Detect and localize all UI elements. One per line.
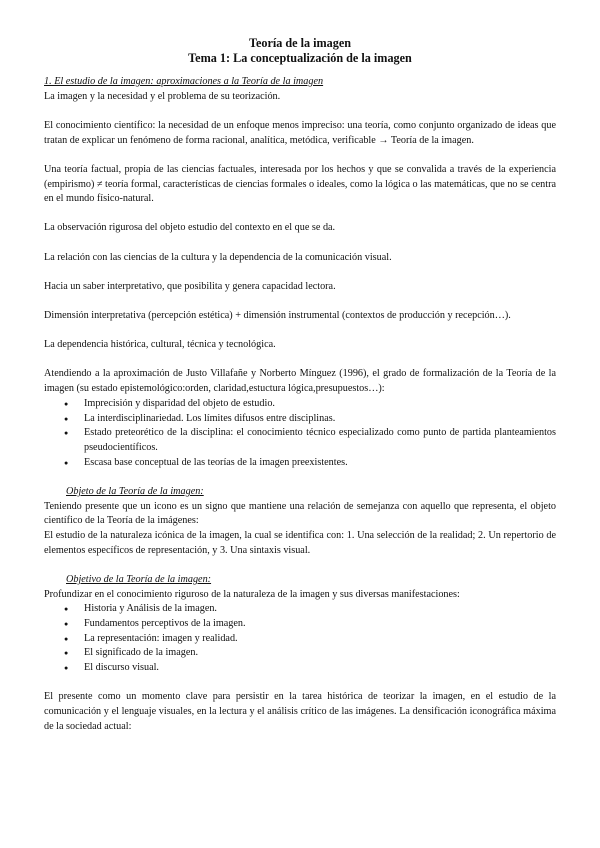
- list-item: ● La interdisciplinariedad. Los límites difusos entre disciplinas.: [44, 412, 556, 427]
- paragraph-observacion: La observación rigurosa del objeto estudio del contexto en el que se da.: [44, 222, 336, 234]
- list-item: ● Escasa base conceptual de las teorías de la imagen preexistentes.: [44, 456, 556, 471]
- paragraph-atendiendo: Atendiendo a la aproximación de Justo Villafañe y Norberto Mínguez (1996), el grado de formalización de la Teoría de la imagen (su estado epistemológico:orden, claridad,estuctura lógica,presupuestos…):: [44, 368, 556, 395]
- section-heading: 1. El estudio de la imagen: aproximaciones a la Teoría de la imagen: [44, 76, 324, 87]
- list-item: ● Estado preteorético de la disciplina: el conocimiento técnico especializado como punto de partida planteamientos pseudocientíficos.: [44, 426, 556, 455]
- formalizacion-list: [44, 397, 556, 471]
- list-item: ● Historia y Análisis de la imagen.: [44, 602, 556, 617]
- objeto-heading: Objeto de la Teoría de la imagen:: [66, 485, 204, 497]
- list-item: ● El significado de la imagen.: [44, 646, 556, 661]
- list-item: ● Imprecisión y disparidad del objeto de estudio.: [44, 397, 556, 412]
- paragraph-saber: Hacia un saber interpretativo, que posibilita y genera capacidad lectora.: [44, 280, 336, 292]
- document-page: [44, 36, 556, 734]
- list-item: ● La representación: imagen y realidad.: [44, 632, 556, 647]
- objetivo-heading: Objetivo de la Teoría de la imagen:: [66, 573, 212, 585]
- paragraph-teoria-factual: Una teoría factual, propia de las ciencias factuales, interesada por los hechos y que se convalida a través de la experiencia (empirismo) ≠ teoría formal, características de ciencias formales o ideales, como la lógica o las matemáticas, que no se centra en el mundo físico-natural.: [44, 163, 556, 205]
- paragraph-relacion: La relación con las ciencias de la cultura y la dependencia de la comunicación visual.: [44, 251, 392, 263]
- paragraph-objeto-1: Teniendo presente que un icono es un signo que mantiene una relación de semejanza con aquello que representa, el objeto científico de la Teoría de la imágenes:: [44, 500, 556, 527]
- document-subtitle: Tema 1: La conceptualización de la imagen: [188, 51, 412, 65]
- paragraph-objetivo: Profundizar en el conocimiento riguroso de la naturaleza de la imagen y sus diversas manifestaciones:: [44, 588, 460, 600]
- list-item: ● Fundamentos perceptivos de la imagen.: [44, 617, 556, 632]
- paragraph-objeto-2: El estudio de la naturaleza icónica de la imagen, la cual se identifica con: 1. Una selección de la realidad; 2. Un repertorio de elementos específicos de representación, y 3. Una sintaxis visual.: [44, 529, 556, 556]
- list-item: ● El discurso visual.: [44, 661, 556, 676]
- paragraph-dimension: Dimensión interpretativa (percepción estética) + dimensión instrumental (contextos de producción y recepción…).: [44, 310, 511, 322]
- document-title: Teoría de la imagen: [248, 36, 352, 50]
- objetivo-list: [44, 602, 556, 676]
- paragraph-conocimiento: El conocimiento científico: la necesidad de un enfoque menos impreciso: una teoría, como conjunto organizado de ideas que tratan de explicar un fenómeno de forma racional, analítica, metódica, verificable → Teoría de la imagen.: [44, 119, 556, 146]
- paragraph-presente: El presente como un momento clave para persistir en la tarea histórica de teorizar la imagen, en el estudio de la comunicación y el lenguaje visuales, en la lectura y el análisis crítico de las imágenes. La densificación iconográfica máxima de la sociedad actual:: [44, 691, 556, 732]
- paragraph-dependencia: La dependencia histórica, cultural, técnica y tecnológica.: [44, 339, 276, 351]
- paragraph-intro: La imagen y la necesidad y el problema de su teorización.: [44, 90, 281, 102]
